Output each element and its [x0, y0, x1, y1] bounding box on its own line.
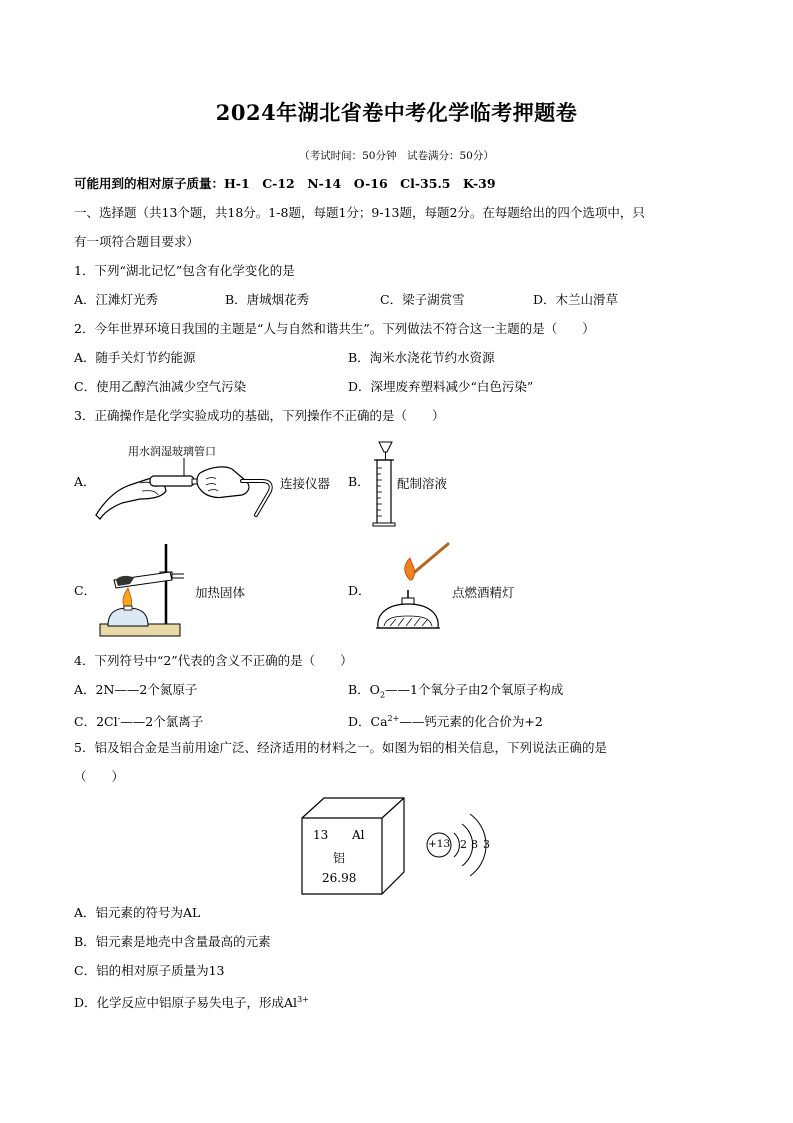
- q3-a-caption: 用水润湿玻璃管口: [128, 445, 216, 458]
- lighting-lamp-figure: [372, 540, 452, 640]
- q3-option-a-letter: A．: [74, 474, 96, 489]
- q1-option-a: A．江滩灯光秀: [74, 292, 159, 307]
- element-symbol: Al: [352, 828, 365, 842]
- page-title: 2024年湖北省卷中考化学临考押题卷: [215, 100, 578, 125]
- q1-stem: 1．下列“湖北记忆”包含有化学变化的是: [74, 263, 295, 278]
- q4-option-a: A．2N——2个氮原子: [74, 682, 198, 697]
- q5-option-c: C．铝的相对原子质量为13: [74, 963, 225, 978]
- q2-option-b: B．淘米水浇花节约水资源: [348, 350, 495, 365]
- q5-option-b: B．铝元素是地壳中含量最高的元素: [74, 934, 271, 949]
- nucleus-charge: +13: [428, 838, 451, 850]
- q3-a-label: 连接仪器: [280, 476, 331, 491]
- q1-option-b: B．唐城烟花秀: [225, 292, 310, 307]
- q4-option-d: D．$Ca^{2+}——$钙元素的化合价为+2: [348, 714, 543, 730]
- heating-solid-figure: [94, 540, 194, 640]
- tube-stopper: [172, 574, 184, 578]
- q2-option-d: D．深埋废弃塑料减少“白色污染”: [348, 379, 534, 394]
- shell-1-electrons: 2: [460, 838, 467, 851]
- q3-option-d-letter: D．: [348, 583, 371, 598]
- q5-stem-line2: （ ）: [74, 769, 125, 784]
- q5-stem-line1: 5．铝及铝合金是当前用途广泛、经济适用的材料之一。如图为铝的相关信息，下列说法正确的是: [74, 740, 607, 755]
- match-flame: [405, 558, 415, 580]
- lamp-wick-holder: [124, 606, 132, 610]
- q1-option-c: C．梁子湖赏雪: [380, 292, 465, 307]
- q2-option-a: A．随手关灯节约能源: [74, 350, 196, 365]
- match-stick: [410, 544, 448, 576]
- element-atomic-number: 13: [313, 828, 329, 842]
- element-name: 铝: [333, 851, 346, 865]
- q3-d-label: 点燃酒精灯: [452, 585, 515, 600]
- lamp-neck: [402, 598, 414, 604]
- element-relative-mass: 26.98: [322, 871, 357, 885]
- q5-option-a: A．铝元素的符号为AL: [74, 905, 201, 920]
- atomic-masses: 可能用到的相对原子质量：H-1 C-12 N-14 O-16 Cl-35.5 K-39: [74, 176, 496, 191]
- exam-info: （考试时间：50分钟 试卷满分：50分）: [299, 150, 494, 162]
- q3-option-b-letter: B．: [348, 474, 370, 489]
- cylinder-base: [373, 523, 395, 526]
- section-heading-line1: 一、选择题（共13个题，共18分。1-8题，每题1分；9-13题，每题2分。在每题给出的四个选项中，只: [74, 205, 645, 220]
- q4-stem: 4．下列符号中“2”代表的含义不正确的是（ ）: [74, 653, 353, 668]
- shell-2-electrons: 8: [471, 838, 478, 851]
- shell-3-electrons: 3: [483, 838, 490, 851]
- q3-c-label: 加热固体: [195, 585, 246, 600]
- q2-option-c: C．使用乙醇汽油减少空气污染: [74, 379, 247, 394]
- shell-1-arc: [454, 833, 459, 857]
- rubber-tube: [150, 476, 194, 486]
- funnel-paper: [379, 442, 392, 452]
- q2-stem: 2．今年世界环境日我国的主题是“人与自然和谐共生”。下列做法不符合这一主题的是（ ）: [74, 321, 595, 336]
- q4-option-b: B．$O_2——1$个氧分子由2个氧原子构成: [348, 682, 564, 700]
- q1-option-d: D．木兰山滑草: [533, 292, 619, 307]
- q4-option-c: C．2Cl-——2个氯离子: [74, 714, 204, 730]
- alcohol-lamp: [108, 608, 148, 626]
- section-heading-line2: 有一项符合题目要求）: [74, 234, 200, 249]
- graduated-cylinder-figure: [370, 440, 398, 528]
- connect-apparatus-figure: [92, 455, 282, 521]
- q3-b-label: 配制溶液: [397, 476, 448, 491]
- q3-option-c-letter: C．: [74, 583, 97, 598]
- q5-option-d: D．化学反应中铝原子易失电子，形成$Al^{3+}$: [74, 995, 309, 1011]
- q3-stem: 3．正确操作是化学实验成功的基础，下列操作不正确的是（ ）: [74, 408, 445, 423]
